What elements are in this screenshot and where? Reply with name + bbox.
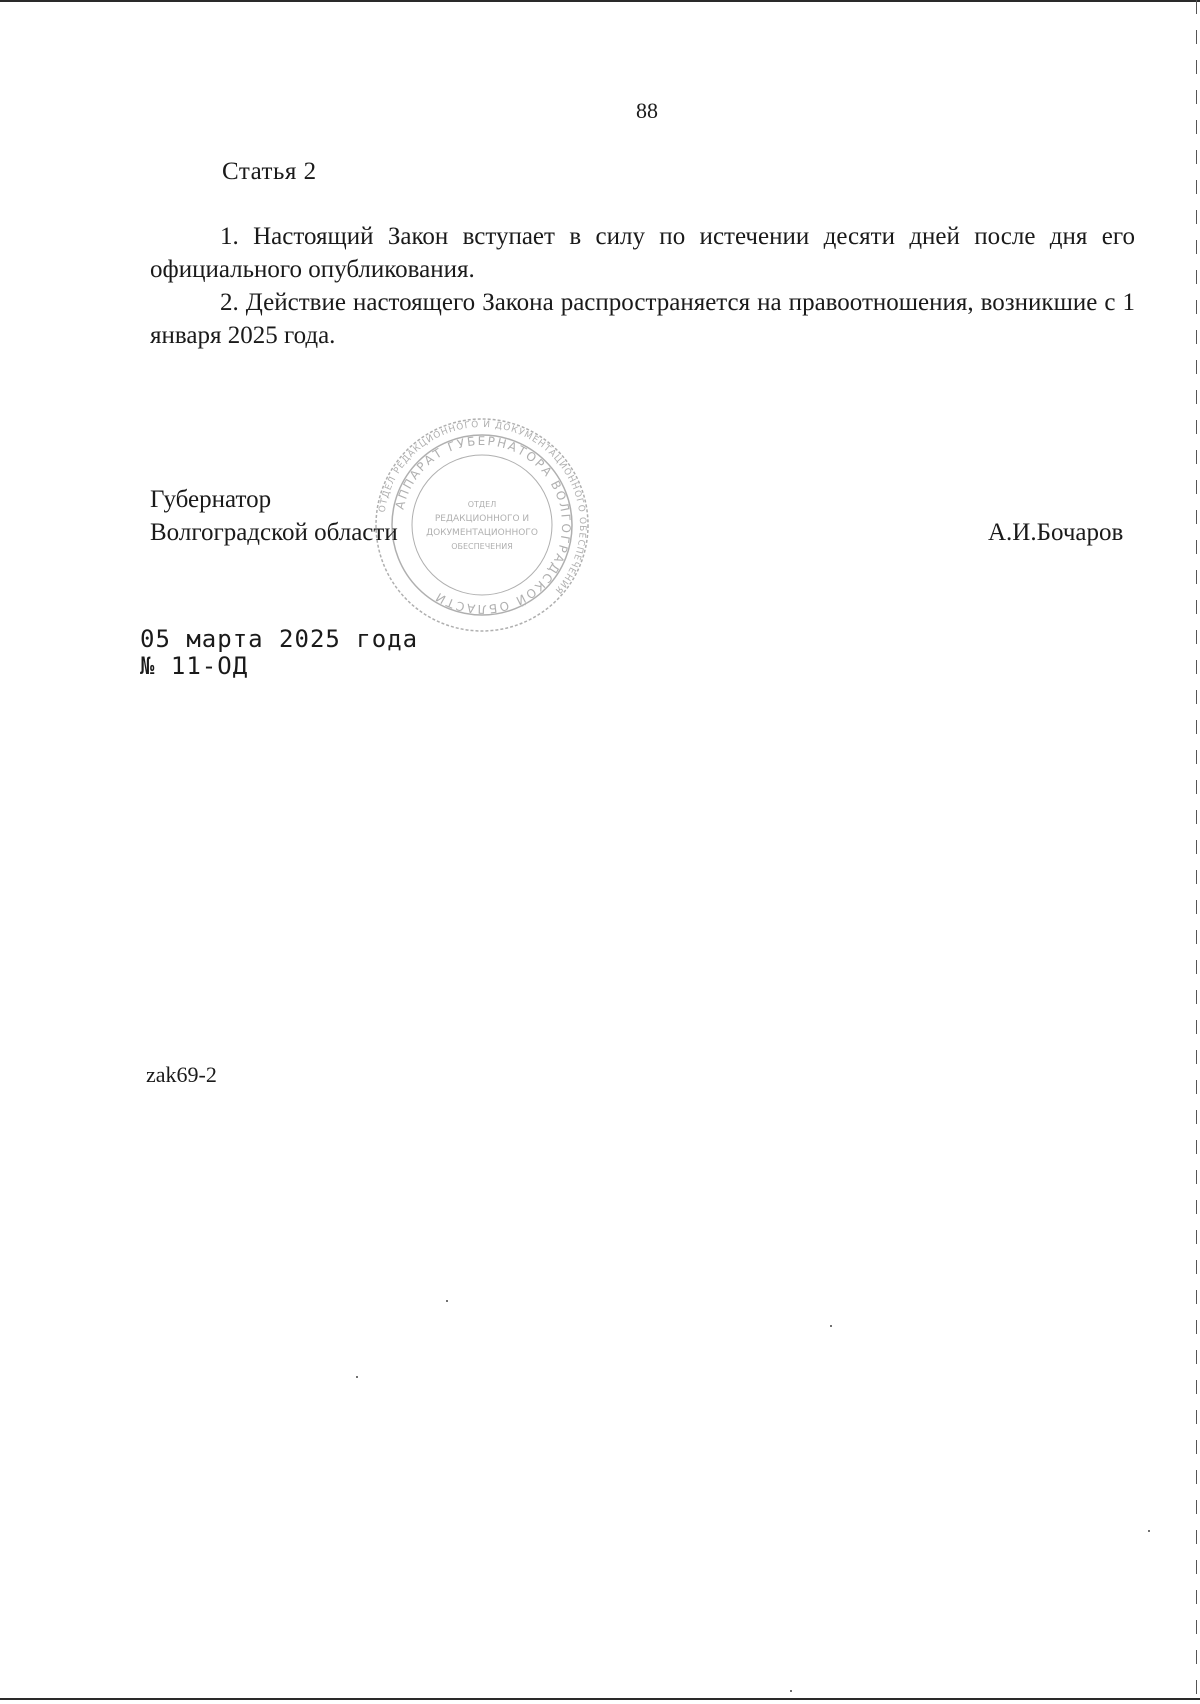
- article-heading: Статья 2: [222, 158, 317, 185]
- law-number: № 11-ОД: [140, 652, 249, 680]
- svg-text:АППАРАТ ГУБЕРНАТОРА ВОЛГОГРАДС: [393, 434, 574, 616]
- seal-graphic: [372, 415, 592, 635]
- seal-inner-ring-text: АППАРАТ ГУБЕРНАТОРА ВОЛГОГРАДСКОЙ ОБЛАСТИ: [392, 433, 574, 617]
- seal-center-line-4: ОБЕСПЕЧЕНИЯ: [451, 542, 513, 551]
- scan-edge-bottom: [0, 1698, 1200, 1700]
- scan-speck: [1148, 1530, 1150, 1532]
- signatory-title-line-2: Волгоградской области: [150, 519, 398, 546]
- signatory-name: А.И.Бочаров: [988, 519, 1124, 546]
- seal-center-line-2: РЕДАКЦИОННОГО И: [434, 514, 530, 524]
- article-paragraph-2: 2. Действие настоящего Закона распространяется на правоотношения, возникшие с 1 января 2025 года.: [150, 289, 1135, 349]
- scan-edge-right: [1196, 0, 1197, 1704]
- scan-speck: [790, 1690, 792, 1692]
- seal-outer-text: ОТДЕЛ РЕДАКЦИОННОГО И ДОКУМЕНТАЦИОННОГО ОБЕСПЕЧЕНИЯ: [377, 419, 588, 596]
- seal-center-line-3: ДОКУМЕНТАЦИОННОГО: [426, 528, 538, 538]
- scan-edge-top: [0, 0, 1200, 2]
- scan-speck: [830, 1325, 832, 1327]
- scan-speck: [356, 1376, 358, 1378]
- scan-speck: [446, 1300, 448, 1302]
- page-number: 88: [636, 98, 658, 123]
- document-code: zak69-2: [146, 1062, 217, 1087]
- signatory-title-line-1: Губернатор: [150, 486, 272, 513]
- seal-center-line-1: ОТДЕЛ: [467, 500, 497, 509]
- enactment-date: 05 марта 2025 года: [140, 625, 419, 653]
- official-seal: [372, 415, 592, 635]
- article-body: [150, 220, 1135, 352]
- article-paragraph-1: 1. Настоящий Закон вступает в силу по истечении десяти дней после дня его официального опубликования.: [150, 223, 1135, 283]
